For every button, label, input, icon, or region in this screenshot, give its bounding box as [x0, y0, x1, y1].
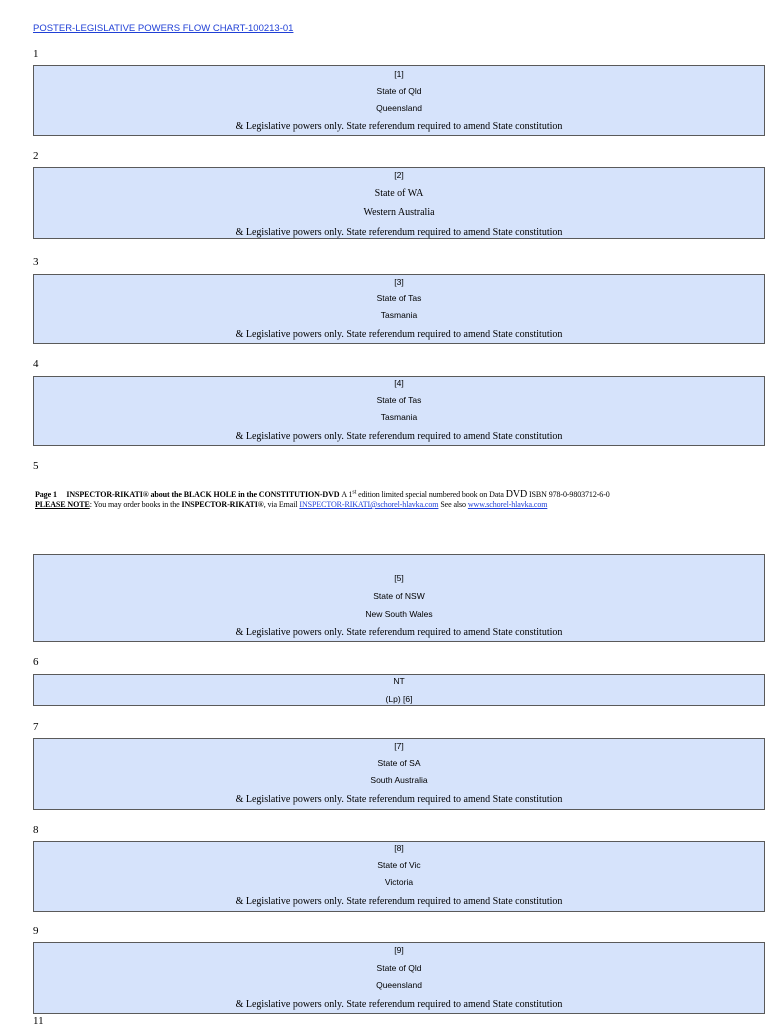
box-id: [4]	[394, 378, 404, 388]
box-note: & Legislative powers only. State referendum required to amend State constitution	[235, 329, 563, 340]
box-note: & Legislative powers only. State referendum required to amend State constitution	[235, 227, 563, 238]
box-name: State of Tas	[376, 395, 422, 405]
box-name: State of SA	[377, 758, 421, 768]
footer-line-1	[35, 489, 610, 500]
state-box-1	[33, 65, 765, 136]
box-region: South Australia	[370, 775, 428, 785]
footer-note-b: , via Email	[263, 500, 300, 509]
box-note: & Legislative powers only. State referendum required to amend State constitution	[235, 794, 563, 805]
box-note: & Legislative powers only. State referendum required to amend State constitution	[235, 896, 563, 907]
footer-edition-b: edition limited special numbered book on Data	[356, 490, 506, 499]
box-region: Victoria	[384, 877, 414, 887]
box-name: State of Vic	[377, 860, 421, 870]
box-region: Queensland	[376, 980, 422, 990]
box-name: State of Tas	[376, 293, 422, 303]
row-number: 3	[33, 256, 39, 268]
row-number: 11	[33, 1015, 44, 1027]
row-number: 7	[33, 721, 39, 733]
box-region: Western Australia	[363, 207, 435, 218]
box-note: & Legislative powers only. State referendum required to amend State constitution	[235, 121, 563, 132]
box-note: & Legislative powers only. State referendum required to amend State constitution	[235, 627, 563, 638]
state-box-3	[33, 274, 765, 344]
box-region: Queensland	[376, 103, 422, 113]
box-id: [2]	[394, 170, 404, 180]
box-id: [5]	[394, 573, 404, 583]
box-id: [8]	[394, 843, 404, 853]
box-region: New South Wales	[365, 609, 433, 619]
footer-isbn: ISBN 978-0-9803712-6-0	[527, 490, 610, 499]
box-name: State of Qld	[376, 963, 422, 973]
row-number: 5	[33, 460, 39, 472]
document-title-link[interactable]: POSTER-LEGISLATIVE POWERS FLOW CHART-100213-01	[33, 23, 294, 34]
row-number: 8	[33, 824, 39, 836]
footer-email-link[interactable]: INSPECTOR-RIKATI@schorel-hlavka.com	[299, 500, 439, 509]
state-box-4	[33, 376, 765, 446]
state-box-2	[33, 167, 765, 239]
footer-page: Page 1	[35, 490, 57, 499]
footer-note-a: : You may order books in the	[89, 500, 182, 509]
footer-edition-a: A 1	[341, 490, 353, 499]
footer-edition-sup: st	[352, 489, 357, 496]
footer-brand: INSPECTOR-RIKATI®	[181, 500, 264, 509]
box-id: [7]	[394, 741, 404, 751]
footer-dvd: DVD	[505, 489, 528, 500]
box-note: & Legislative powers only. State referendum required to amend State constitution	[235, 999, 563, 1010]
row-number: 9	[33, 925, 39, 937]
box-region: Tasmania	[380, 310, 418, 320]
footer-website-link[interactable]: www.schorel-hlavka.com	[467, 500, 548, 509]
box-id: NT	[393, 676, 405, 686]
footer-book-title: INSPECTOR-RIKATI® about the BLACK HOLE in the CONSTITUTION-DVD	[66, 490, 340, 499]
row-number: 1	[33, 48, 39, 60]
state-box-7	[33, 738, 765, 810]
box-id: [9]	[394, 945, 404, 955]
row-number: 4	[33, 358, 39, 370]
box-name: State of WA	[374, 188, 424, 199]
state-box-8	[33, 841, 765, 912]
box-name: (Lp) [6]	[385, 694, 413, 704]
box-name: State of Qld	[376, 86, 422, 96]
state-box-9	[33, 942, 765, 1014]
box-id: [1]	[394, 69, 404, 79]
state-box-5	[33, 554, 765, 642]
row-number: 2	[33, 150, 39, 162]
footer-line-2	[35, 500, 547, 509]
box-note: & Legislative powers only. State referendum required to amend State constitution	[235, 431, 563, 442]
row-number: 6	[33, 656, 39, 668]
state-box-nt	[33, 674, 765, 706]
footer-please-note: PLEASE NOTE	[35, 500, 90, 509]
box-name: State of NSW	[373, 591, 425, 601]
box-id: [3]	[394, 277, 404, 287]
footer-note-c: See also	[438, 500, 468, 509]
box-region: Tasmania	[380, 412, 418, 422]
